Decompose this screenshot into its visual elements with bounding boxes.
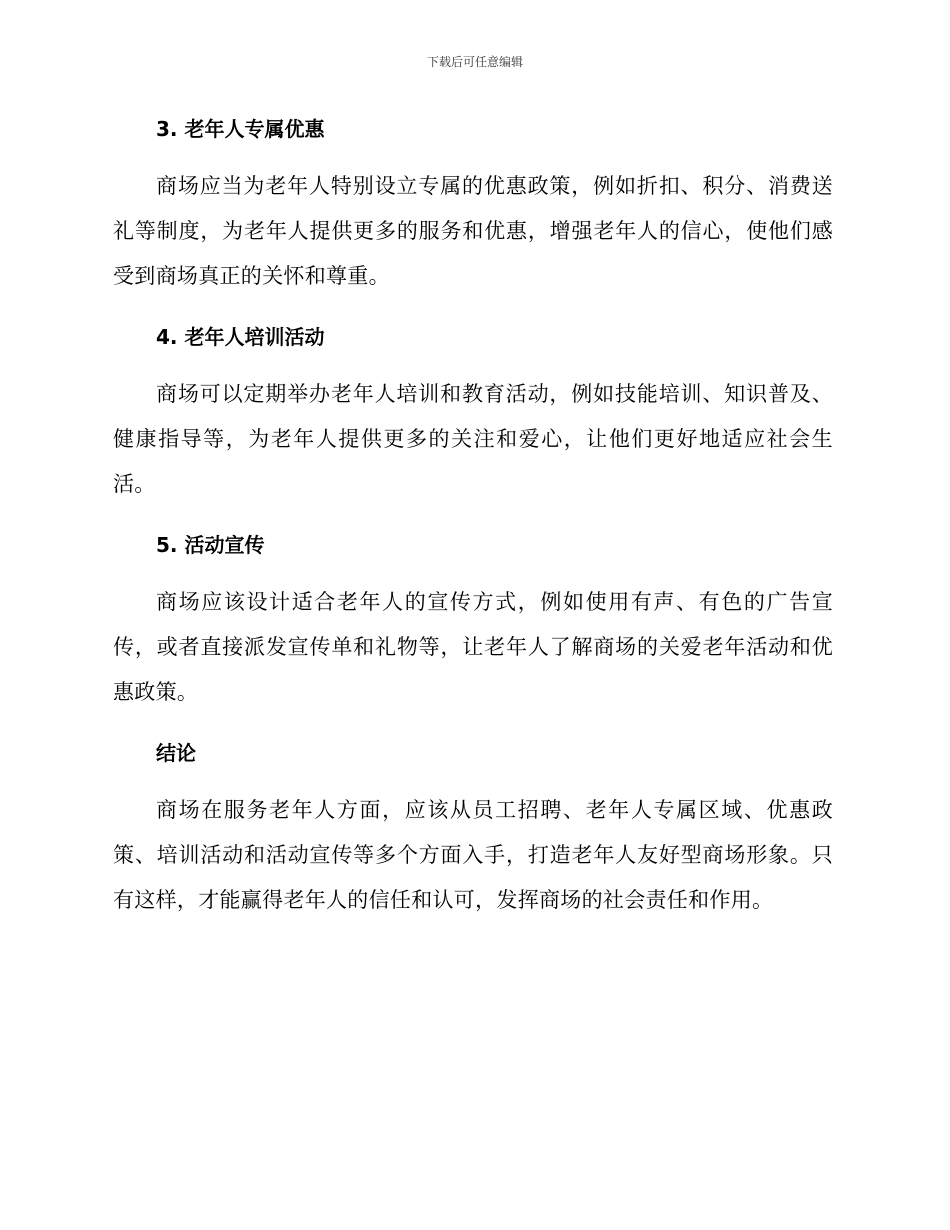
section-heading-elderly-discounts: 3. 老年人专属优惠 [156, 117, 325, 141]
section-paragraph-elderly-discounts: 商场应当为老年人特别设立专属的优惠政策，例如折扣、积分、消费送礼等制度，为老年人提供更多的服务和优惠，增强老年人的信心，使他们感受到商场真正的关怀和尊重。 [113, 174, 833, 288]
section-heading-promotion: 5. 活动宣传 [156, 533, 265, 557]
section-heading-conclusion: 结论 [156, 741, 196, 765]
section-heading-elderly-training: 4. 老年人培训活动 [156, 325, 325, 349]
section-paragraph-elderly-training: 商场可以定期举办老年人培训和教育活动，例如技能培训、知识普及、健康指导等，为老年人提供更多的关注和爱心，让他们更好地适应社会生活。 [113, 382, 833, 496]
section-paragraph-conclusion: 商场在服务老年人方面，应该从员工招聘、老年人专属区域、优惠政策、培训活动和活动宣传等多个方面入手，打造老年人友好型商场形象。只有这样，才能赢得老年人的信任和认可，发挥商场的社会责任和作用。 [113, 798, 833, 912]
document-body [113, 112, 833, 923]
page-header-note: 下载后可任意编辑 [426, 55, 523, 69]
section-paragraph-promotion: 商场应该设计适合老年人的宣传方式，例如使用有声、有色的广告宣传，或者直接派发宣传单和礼物等，让老年人了解商场的关爱老年活动和优惠政策。 [113, 590, 833, 704]
